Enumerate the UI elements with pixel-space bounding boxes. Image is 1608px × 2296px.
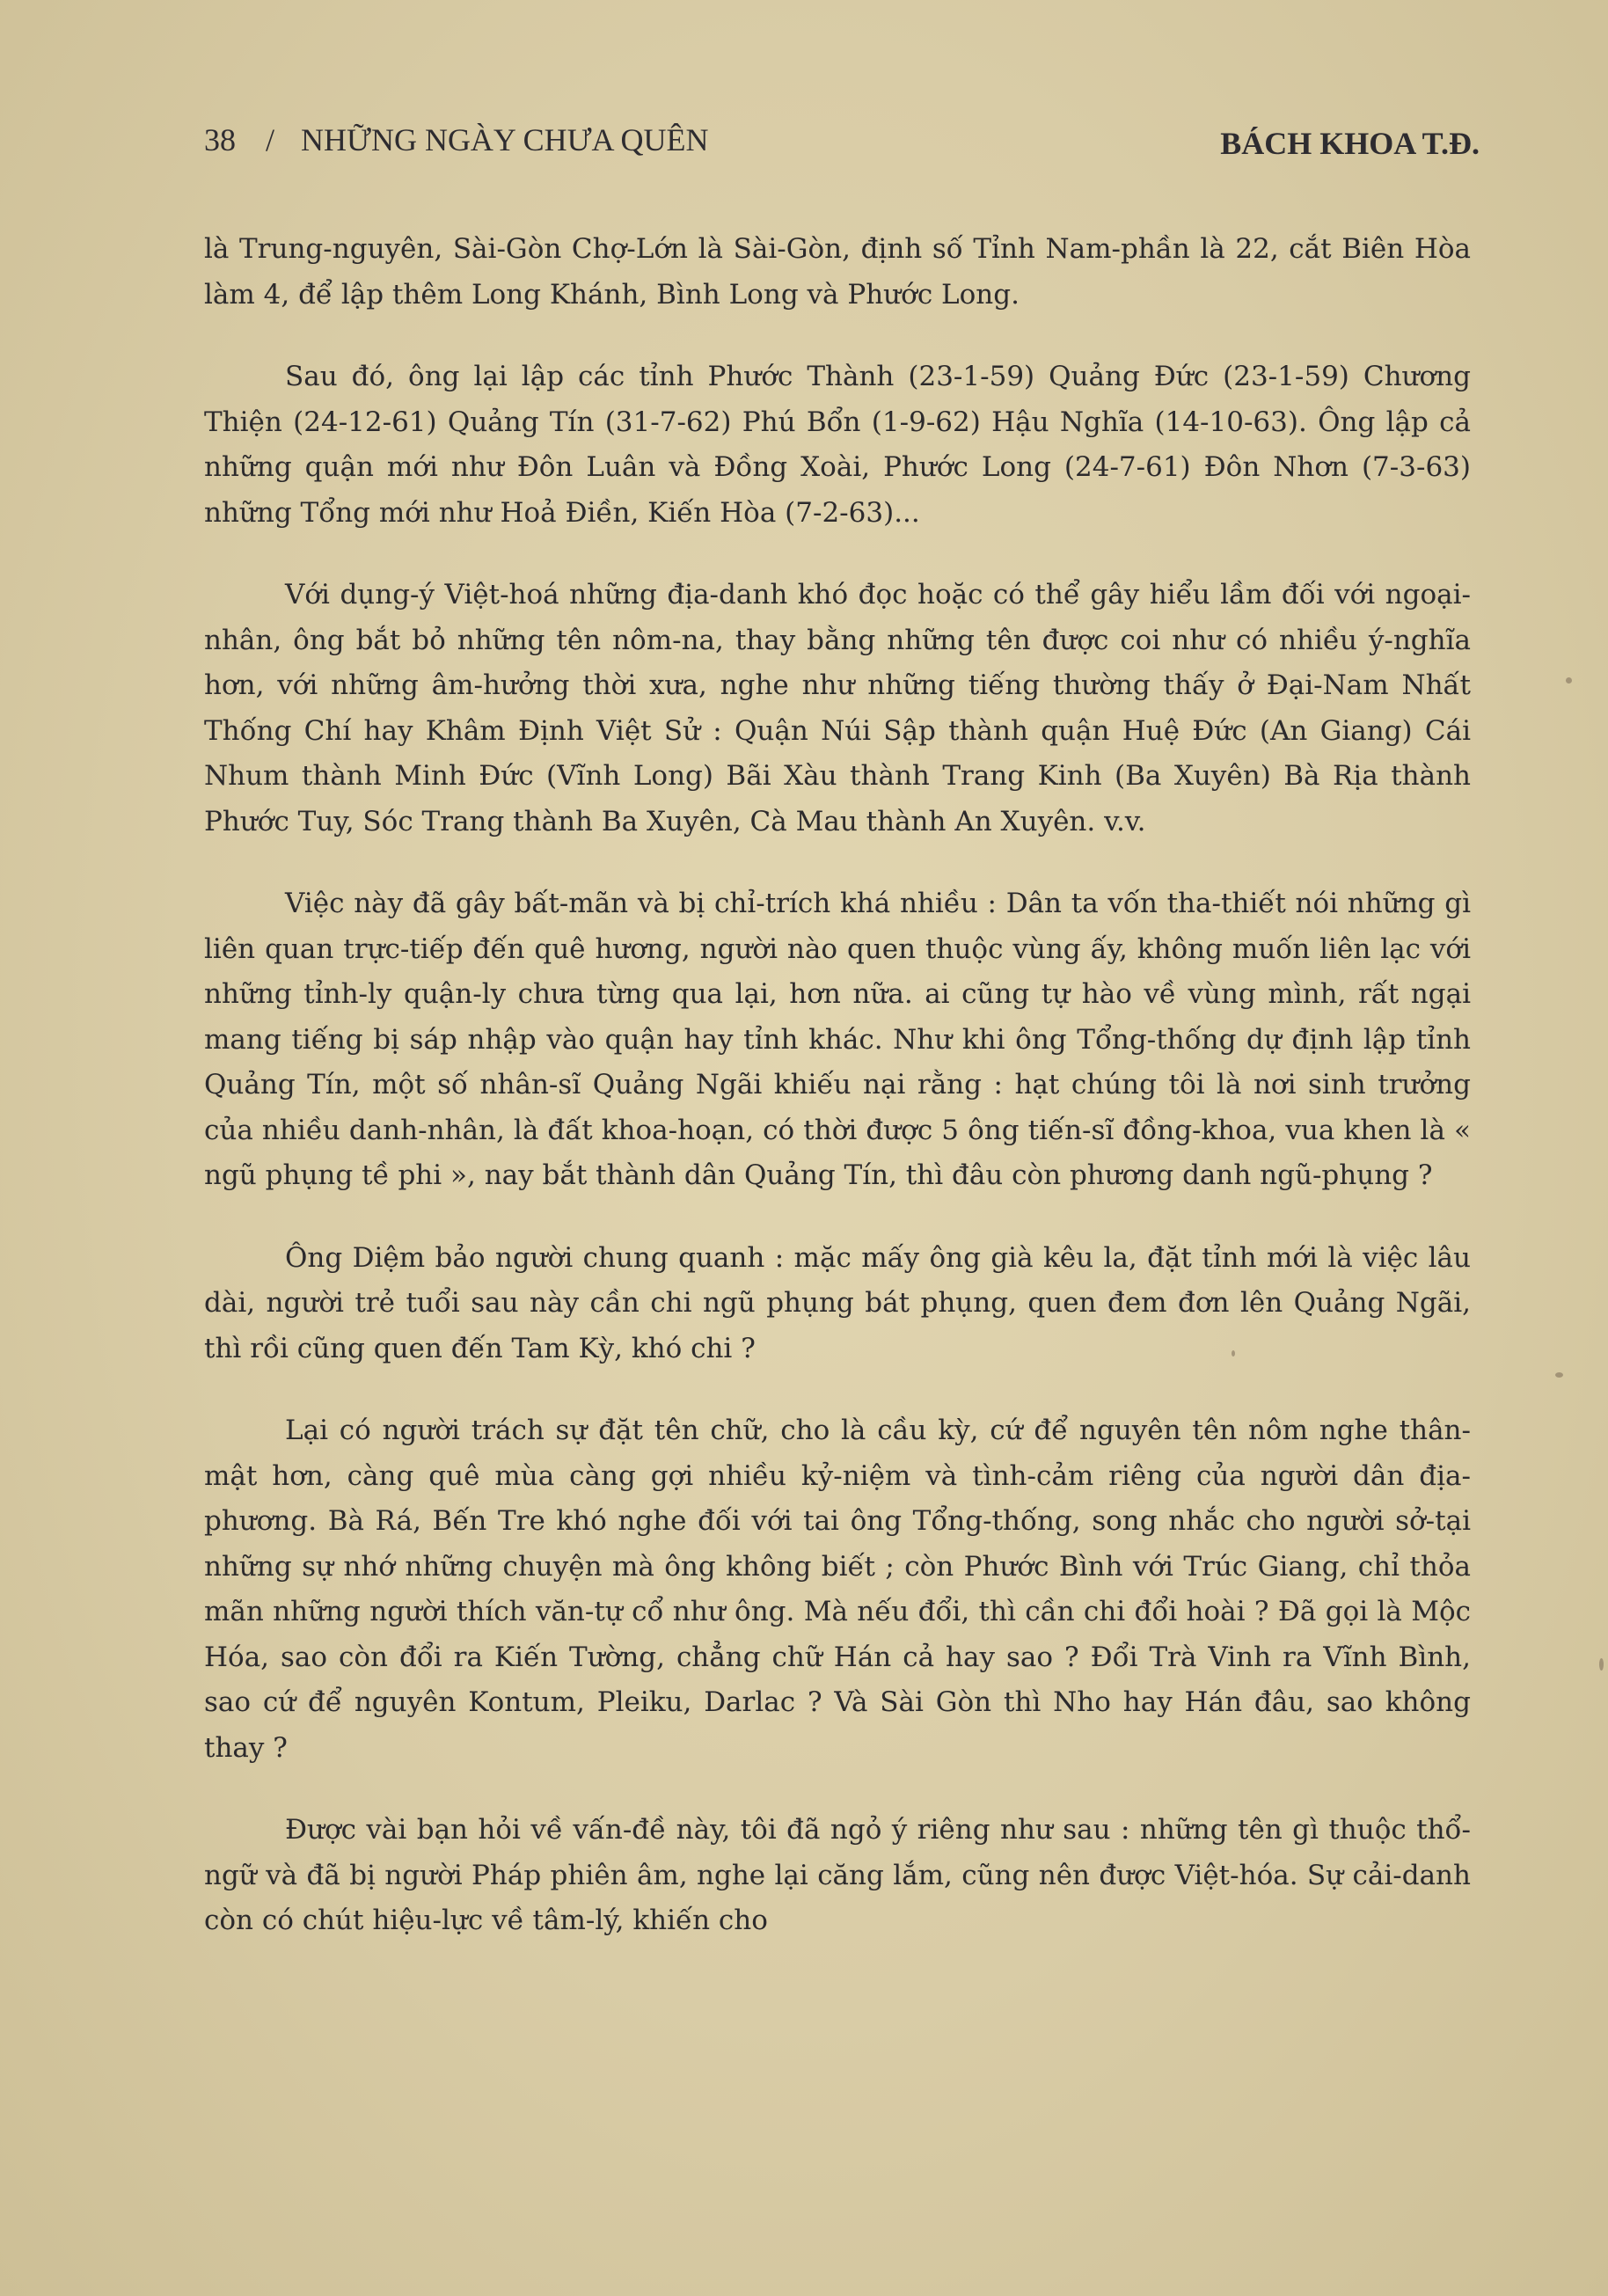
paragraph: Ông Diệm bảo người chung quanh : mặc mấy ông già kêu la, đặt tỉnh mới là việc lâu dài, người trẻ tuổi sau này cần chi ngũ phụng bát phụng, quen đem đơn lên Quảng Ngãi, thì rồi cũng quen đến Tam Kỳ, khó chi ? — [204, 1241, 1471, 1364]
running-header — [204, 121, 1480, 174]
paragraph: Được vài bạn hỏi về vấn-đề này, tôi đã ngỏ ý riêng như sau : những tên gì thuộc thổ-ngữ và đã bị người Pháp phiên âm, nghe lại căng lắm, cũng nên được Việt-hóa. Sự cải-danh còn có chút hiệu-lực về tâm-lý, khiến cho — [204, 1814, 1471, 1936]
paragraph-continued: là Trung-nguyên, Sài-Gòn Chợ-Lớn là Sài-Gòn, định số Tỉnh Nam-phần là 22, cắt Biên Hòa làm 4, để lập thêm Long Khánh, Bình Long và Phước Long. — [204, 233, 1471, 311]
paragraph: Lại có người trách sự đặt tên chữ, cho là cầu kỳ, cứ để nguyên tên nôm nghe thân-mật hơn, càng quê mùa càng gợi nhiều kỷ-niệm và tình-cảm riêng của người dân địa-phương. Bà Rá, Bến Tre khó nghe đối với tai ông Tổng-thống, song nhắc cho người sở-tại những sự nhớ những chuyện mà ông không biết ; còn Phước Bình với Trúc Giang, chỉ thỏa mãn những người thích văn-tự cổ như ông. Mà nếu đổi, thì cần chi đổi hoài ? Đã gọi là Mộc Hóa, sao còn đổi ra Kiến Tường, chẳng chữ Hán cả hay sao ? Đổi Trà Vinh ra Vĩnh Bình, sao cứ để nguyên Kontum, Pleiku, Darlac ? Và Sài Gòn thì Nho hay Hán đâu, sao không thay ? — [204, 1415, 1471, 1764]
section-title: NHỮNG NGÀY CHƯA QUÊN — [301, 122, 709, 157]
paper-speck — [1232, 1350, 1235, 1356]
paper-speck — [1599, 1658, 1604, 1671]
article-body — [204, 227, 1471, 1981]
header-left — [204, 121, 709, 158]
paper-speck — [1555, 1372, 1563, 1378]
paragraph: Với dụng-ý Việt-hoá những địa-danh khó đọc hoặc có thể gây hiểu lầm đối với ngoại-nhân, ông bắt bỏ những tên nôm-na, thay bằng những tên được coi như có nhiều ý-nghĩa hơn, với những âm-hưởng thời xưa, nghe như những tiếng thường thấy ở Đại-Nam Nhất Thống Chí hay Khâm Định Việt Sử : Quận Núi Sập thành quận Huệ Đức (An Giang) Cái Nhum thành Minh Đức (Vĩnh Long) Bãi Xàu thành Trang Kinh (Ba Xuyên) Bà Rịa thành Phước Tuy, Sóc Trang thành Ba Xuyên, Cà Mau thành An Xuyên. v.v. — [204, 579, 1471, 837]
paper-speck — [1566, 677, 1572, 684]
header-separator: / — [266, 122, 275, 157]
paragraph: Việc này đã gây bất-mãn và bị chỉ-trích khá nhiều : Dân ta vốn tha-thiết nói những gì liên quan trực-tiếp đến quê hương, người nào quen thuộc vùng ấy, không muốn liên lạc với những tỉnh-ly quận-ly chưa từng qua lại, hơn nữa. ai cũng tự hào về vùng mình, rất ngại mang tiếng bị sáp nhập vào quận hay tỉnh khác. Như khi ông Tổng-thống dự định lập tỉnh Quảng Tín, một số nhân-sĩ Quảng Ngãi khiếu nại rằng : hạt chúng tôi là nơi sinh trưởng của nhiều danh-nhân, là đất khoa-hoạn, có thời được 5 ông tiến-sĩ đồng-khoa, vua khen là « ngũ phụng tề phi », nay bắt thành dân Quảng Tín, thì đâu còn phương danh ngũ-phụng ? — [204, 888, 1471, 1191]
paragraph: Sau đó, ông lại lập các tỉnh Phước Thành (23-1-59) Quảng Đức (23-1-59) Chương Thiện (24-12-61) Quảng Tín (31-7-62) Phú Bổn (1-9-62) Hậu Nghĩa (14-10-63). Ông lập cả những quận mới như Đôn Luân và Đồng Xoài, Phước Long (24-7-61) Đôn Nhơn (7-3-63) những Tổng mới như Hoả Điền, Kiến Hòa (7-2-63)... — [204, 361, 1471, 529]
page-number: 38 — [204, 122, 236, 157]
publication-name: BÁCH KHOA T.Đ. — [1220, 126, 1480, 161]
